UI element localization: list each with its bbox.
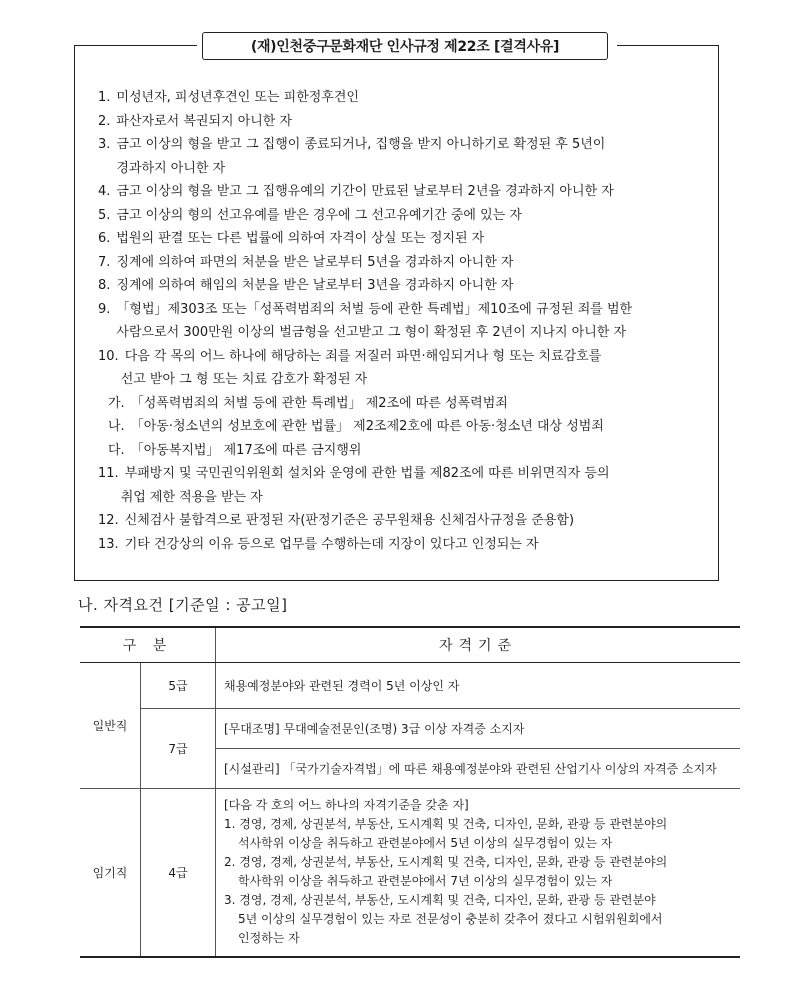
- qualification-table: [80, 626, 740, 958]
- list-item-text: [116, 298, 713, 345]
- list-item-number: 5.: [98, 207, 111, 223]
- list-item-line: 금고 이상의 형을 받고 그 집행이 종료되거나, 집행을 받지 아니하기로 확정된 후 5년이: [116, 137, 606, 152]
- list-item-number: 8.: [98, 278, 111, 293]
- list-item-number: 다.: [108, 442, 125, 458]
- list-item: [98, 86, 713, 110]
- list-item-text: [120, 462, 713, 509]
- list-item-text: [131, 439, 713, 463]
- grade-5-criteria: 채용예정분야와 관련된 경력이 5년 이상인 자: [216, 663, 741, 709]
- list-item-line: 금고 이상의 형을 받고 그 집행유예의 기간이 만료된 날로부터 2년을 경과하지 아니한 자: [116, 184, 614, 199]
- list-item-number: 2.: [98, 113, 111, 129]
- list-item-text: [116, 274, 713, 298]
- list-item-text: [116, 86, 713, 110]
- list-item-number: 7.: [98, 254, 111, 270]
- list-item-number: 가.: [108, 395, 125, 411]
- grade-7-criteria-facility: [시설관리] 「국가기술자격법」에 따른 채용예정분야와 관련된 산업기사 이상의 자격증 소지자: [216, 749, 741, 789]
- list-item-line: 「성폭력범죄의 처벌 등에 관한 특례법」 제2조에 따른 성폭력범죄: [130, 395, 508, 411]
- list-item-line: 「형법」제303조 또는「성폭력범죄의 처벌 등에 관한 특례법」제10조에 규정된 죄를 범한: [116, 301, 633, 317]
- list-item-text: [116, 204, 713, 228]
- list-item-number: 12.: [98, 513, 119, 528]
- list-item-number: 10.: [98, 348, 119, 364]
- list-item-number: 6.: [98, 231, 111, 246]
- list-item-text: [116, 110, 713, 134]
- list-item-number: 1.: [98, 90, 111, 105]
- list-item: [98, 133, 713, 180]
- list-item: [98, 533, 713, 557]
- list-item-line: 미성년자, 피성년후견인 또는 피한정후견인: [116, 90, 359, 105]
- list-item: [98, 509, 713, 533]
- list-item-line: 법원의 판결 또는 다른 법률에 의하여 자격이 상실 또는 정지된 자: [116, 231, 485, 246]
- list-item-text: [116, 251, 713, 275]
- list-item-number: 9.: [98, 301, 111, 317]
- list-item-line: 「아동복지법」 제17조에 따른 금지행위: [130, 442, 362, 458]
- list-item-line: 선고 받아 그 형 또는 치료 감호가 확정된 자: [120, 372, 368, 387]
- list-item-line: 신체검사 불합격으로 판정된 자(판정기준은 공무원채용 신체검사규정을 준용함): [124, 513, 575, 528]
- list-item-line: 사람으로서 300만원 이상의 벌금형을 선고받고 그 형이 확정된 후 2년이 지나지 아니한 자: [116, 325, 627, 340]
- list-item-number: 3.: [98, 137, 111, 152]
- section-title: (재)인천중구문화재단 인사규정 제22조 [결격사유]: [202, 32, 608, 60]
- list-item-text: [116, 180, 713, 204]
- list-item: [98, 298, 713, 345]
- contract-criteria-item-continued: 학사학위 이상을 취득하고 관련분야에서 7년 이상의 실무경험이 있는 자: [238, 874, 613, 889]
- header-criteria: 자격기준: [216, 627, 741, 663]
- list-item-line: 「아동·청소년의 성보호에 관한 법률」 제2조제2호에 따른 아동·청소년 대상 성범죄: [130, 419, 604, 434]
- list-item-text: [116, 227, 713, 251]
- list-item-number: 13.: [98, 536, 119, 552]
- list-item: [98, 345, 713, 392]
- contract-criteria-item: 3. 경영, 경제, 상권분석, 부동산, 도시계획 및 건축, 디자인, 문화, 관광 등 관련분야: [224, 893, 656, 908]
- list-item-number: 11.: [98, 466, 119, 481]
- list-item-text: [131, 415, 713, 439]
- disqualification-list: [98, 86, 713, 556]
- list-item-line: 다음 각 목의 어느 하나에 해당하는 죄를 저질러 파면·해임되거나 형 또는 치료감호를: [124, 348, 602, 364]
- list-item-text: [116, 133, 713, 180]
- grade-7: 7급: [141, 709, 216, 789]
- list-item-line: 기타 건강상의 이유 등으로 업무를 수행하는데 지장이 있다고 인정되는 자: [124, 536, 539, 552]
- list-item-text: [131, 392, 713, 416]
- list-item-line: 취업 제한 적용을 받는 자: [120, 489, 263, 505]
- contract-criteria-item: 2. 경영, 경제, 상권분석, 부동산, 도시계획 및 건축, 디자인, 문화, 관광 등 관련분야의: [224, 855, 668, 870]
- list-item-text: [125, 533, 713, 557]
- list-item-text: [120, 345, 713, 392]
- list-item: [98, 110, 713, 134]
- list-item: [98, 251, 713, 275]
- list-item: [98, 180, 713, 204]
- grade-7-criteria-lighting: [무대조명] 무대예술전문인(조명) 3급 이상 자격증 소지자: [216, 709, 741, 749]
- list-item: [98, 415, 713, 439]
- contract-criteria-item-continued: 인정하는 자: [238, 931, 300, 946]
- list-item: [98, 204, 713, 228]
- list-item: [98, 227, 713, 251]
- qualification-subheading: 나. 자격요건 [기준일 : 공고일]: [78, 596, 288, 614]
- contract-criteria-intro: [다음 각 호의 어느 하나의 자격기준을 갖춘 자]: [224, 798, 469, 813]
- grade-5: 5급: [141, 663, 216, 709]
- list-item: [98, 274, 713, 298]
- list-item-line: 징계에 의하여 해임의 처분을 받은 날로부터 3년을 경과하지 아니한 자: [116, 278, 514, 293]
- contract-criteria-item-continued: 석사학위 이상을 취득하고 관련분야에서 5년 이상의 실무경험이 있는 자: [238, 836, 613, 851]
- list-item-number: 나.: [108, 419, 125, 434]
- list-item-line: 부패방지 및 국민권익위원회 설치와 운영에 관한 법률 제82조에 따른 비위면직자 등의: [124, 466, 610, 481]
- grade-4: 4급: [141, 789, 216, 957]
- list-item: [98, 392, 713, 416]
- contract-criteria: [216, 789, 741, 957]
- list-item-number: 4.: [98, 184, 111, 199]
- contract-criteria-item: 1. 경영, 경제, 상권분석, 부동산, 도시계획 및 건축, 디자인, 문화, 관광 등 관련분야의: [224, 817, 668, 832]
- list-item-line: 경과하지 아니한 자: [116, 160, 226, 176]
- list-item-text: [125, 509, 713, 533]
- contract-criteria-item-continued: 5년 이상의 실무경험이 있는 자로 전문성이 충분히 갖추어 졌다고 시험위원회에서: [238, 912, 663, 927]
- list-item-line: 징계에 의하여 파면의 처분을 받은 날로부터 5년을 경과하지 아니한 자: [116, 254, 514, 270]
- category-general: 일반직: [80, 663, 141, 789]
- list-item: [98, 462, 713, 509]
- header-category: 구 분: [80, 627, 216, 663]
- list-item-line: 금고 이상의 형의 선고유예를 받은 경우에 그 선고유예기간 중에 있는 자: [116, 207, 522, 223]
- list-item-line: 파산자로서 복권되지 아니한 자: [116, 113, 293, 129]
- category-contract: 임기직: [80, 789, 141, 957]
- list-item: [98, 439, 713, 463]
